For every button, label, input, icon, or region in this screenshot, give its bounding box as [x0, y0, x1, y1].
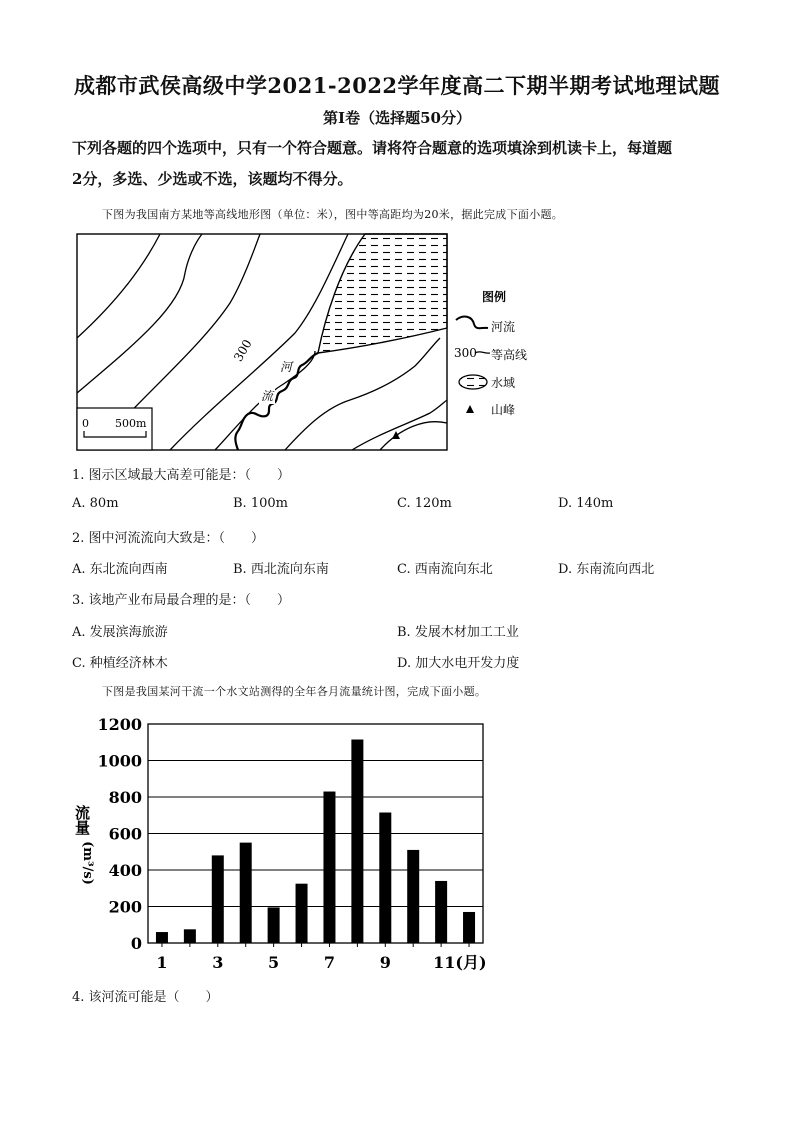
- contour-label: 300: [231, 337, 255, 364]
- page-title: 成都市武侯高级中学2021-2022学年度高二下期半期考试地理试题: [73, 73, 721, 98]
- q1-option-a: A. 80m: [72, 496, 119, 511]
- chart-x-tick-label: 7: [323, 953, 336, 972]
- chart-bar-month-10: [407, 850, 419, 943]
- legend-water: 水域: [491, 376, 516, 390]
- chart-bar-month-7: [323, 792, 335, 943]
- q3-option-b: B. 发展木材加工工业: [397, 625, 519, 640]
- chart-y-tick-label: 400: [108, 861, 142, 880]
- legend-title: 图例: [482, 290, 507, 304]
- chart-y-tick-label: 1000: [97, 751, 142, 771]
- chart-x-tick-label: 3: [212, 953, 224, 972]
- chart-y-tick-label: 800: [108, 788, 142, 807]
- instructions-line-1: 下列各题的四个选项中，只有一个符合题意。请将符合题意的选项填涂到机读卡上，每道题: [72, 139, 673, 157]
- chart-bar-month-3: [212, 855, 224, 943]
- chart-bar-month-9: [379, 813, 391, 943]
- chart-y-tick-label: 1200: [97, 715, 142, 734]
- q1-option-c: C. 120m: [397, 496, 452, 511]
- chart-bar-month-12: [463, 912, 475, 943]
- chart-bar-month-8: [351, 740, 363, 943]
- legend-peak-icon: [466, 405, 474, 413]
- chart-bar-month-4: [240, 843, 252, 943]
- chart-x-tick-label: 1: [156, 953, 168, 972]
- scale-zero: 0: [82, 417, 89, 430]
- section-title: 第Ⅰ卷（选择题50分）: [323, 109, 471, 127]
- legend-peak: 山峰: [491, 403, 516, 417]
- chart-x-tick-label: 9: [379, 953, 391, 972]
- map-intro: 下图为我国南方某地等高线地形图（单位：米），图中等高距均为20米，据此完成下面小题。: [102, 208, 564, 221]
- legend-contour: 等高线: [491, 348, 528, 362]
- chart-intro: 下图是我国某河干流一个水文站测得的全年各月流量统计图，完成下面小题。: [102, 685, 487, 698]
- chart-x-tick-label: 5: [268, 953, 280, 972]
- instructions-line-2: 2分，多选、少选或不选，该题均不得分。: [72, 170, 353, 188]
- question-1: 1. 图示区域最大高差可能是：（ ）: [72, 468, 291, 483]
- river-label-1: 河: [279, 360, 293, 374]
- q2-option-d: D. 东南流向西北: [558, 562, 655, 577]
- chart-x-tick-label: 11(月): [433, 953, 487, 972]
- q1-option-d: D. 140m: [558, 496, 614, 511]
- chart-bar-month-11: [435, 881, 447, 943]
- legend-river-icon: [456, 317, 488, 329]
- question-3: 3. 该地产业布局最合理的是：（ ）: [72, 593, 291, 608]
- legend-contour-icon: [475, 352, 490, 353]
- legend-water-icon: [459, 375, 487, 389]
- river-label-2: 流: [260, 389, 274, 403]
- legend-contour-number: 300: [454, 346, 477, 360]
- chart-bar-month-1: [156, 932, 168, 943]
- chart-y-tick-label: 600: [108, 824, 142, 844]
- q2-option-a: A. 东北流向西南: [72, 562, 168, 577]
- chart-y-tick-label: 0: [130, 934, 142, 953]
- chart-y-tick-label: 200: [108, 897, 142, 917]
- contour-map: [70, 228, 550, 458]
- question-4: 4. 该河流可能是（ ）: [72, 990, 219, 1005]
- chart-bar-month-5: [268, 907, 280, 943]
- q3-option-c: C. 种植经济林木: [72, 656, 168, 671]
- q1-option-b: B. 100m: [233, 496, 288, 511]
- question-2: 2. 图中河流流向大致是：（ ）: [72, 531, 265, 546]
- chart-ylabel: 流量: [73, 805, 91, 835]
- chart-bar-month-2: [184, 929, 196, 943]
- q3-option-a: A. 发展滨海旅游: [72, 625, 168, 640]
- q2-option-b: B. 西北流向东南: [233, 562, 329, 577]
- q3-option-d: D. 加大水电开发力度: [397, 656, 520, 671]
- legend-river: 河流: [491, 320, 516, 334]
- chart-bar-month-6: [296, 884, 308, 943]
- flow-bar-chart: [60, 705, 500, 975]
- q2-option-c: C. 西南流向东北: [397, 562, 493, 577]
- chart-ylabel-unit: (m³/s): [80, 841, 95, 885]
- scale-distance: 500m: [115, 417, 147, 430]
